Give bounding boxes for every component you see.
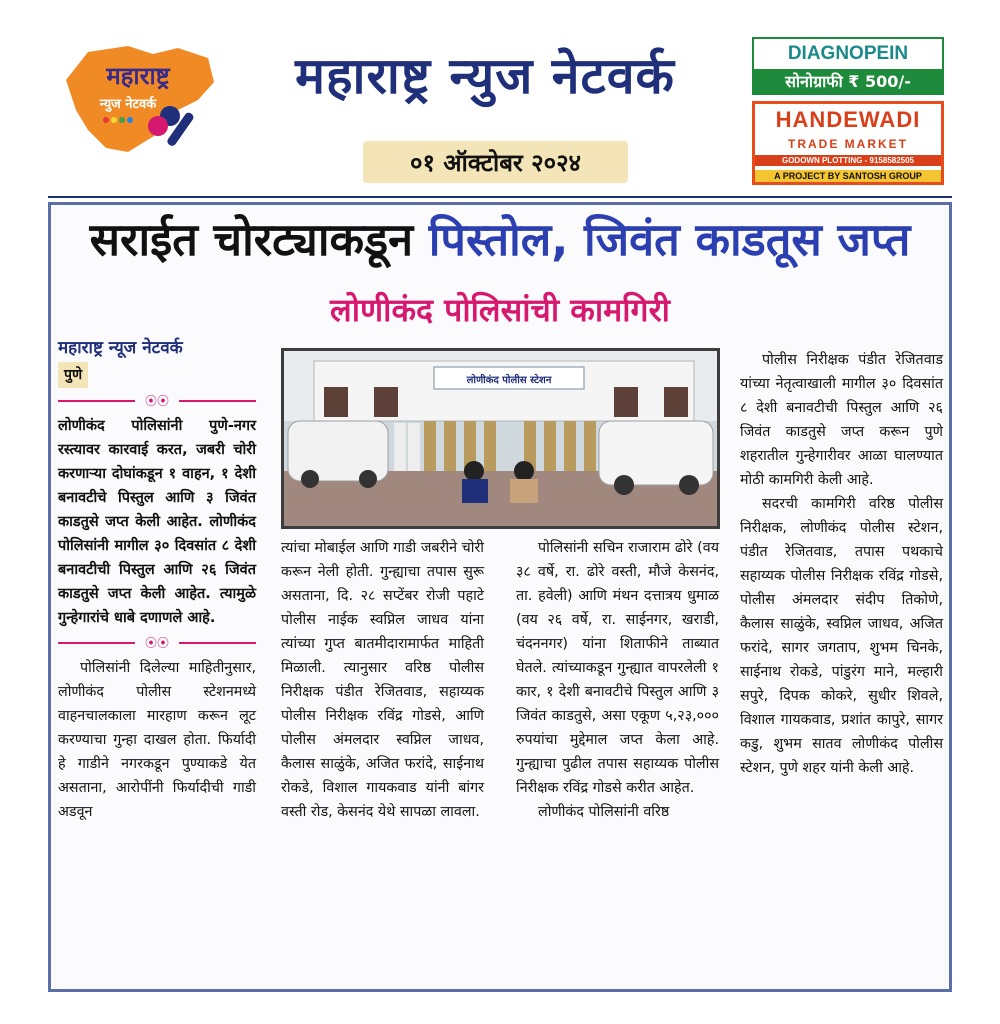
col4-paragraph-1: पोलीस निरीक्षक पंडीत रेजितवाड यांच्या नेतृत्वाखाली मागील ३० दिवसांत ८ देशी बनावटीची पिस्तुल आणि २६ जिवंत काडतुसे जप्त करून पुणे शहरातील गुन्हेगारीवर आळा घालण्यात मोठी कामगिरी केली आहे.: [740, 352, 943, 488]
police-station-sign: लोणीकंद पोलीस स्टेशन: [466, 375, 552, 386]
col3-paragraph-2: लोणीकंद पोलिसांनी वरिष्ठ: [538, 804, 670, 820]
col1-paragraph: पोलिसांनी दिलेल्या माहितीनुसार, लोणीकंद पोलीस स्टेशनमध्ये वाहनचालकाला मारहाण करून लूट करण्याचा गुन्हा दाखल होता. फिर्यादी हे गाडीने नगरकडून पुण्याकडे येत असताना, आरोपींनी फिर्यादीची गाडी अडवून: [58, 660, 256, 820]
ornament-divider: ⦿⦿: [58, 636, 256, 650]
logo-news-tag: NEWS: [186, 131, 207, 138]
article-photo: [281, 348, 720, 529]
newspaper-logo: [58, 40, 218, 160]
col3-paragraph-1: पोलिसांनी सचिन राजाराम ढोरे (वय ३८ वर्षे, रा. ढोरे वस्ती, मौजे केसनंद, ता. हवेली) आणि मंथन दत्तात्रय धुमाळ (वय २६ वर्षे, रा. साईनगर, खराडी, चंदननगर) यांना शिताफीने ताब्यात घेतले. त्यांच्याकडून गुन्ह्यात वापरलेली १ कार, १ देशी बनावटीचे पिस्तुल आणि ३ जिवंत काडतुसे, असा एकूण ५,२३,००० रुपयांचा मुद्देमाल जप्त केला आहे. गुन्ह्याचा पुढील तपास सहाय्यक पोलीस निरीक्षक रविंद्र गोडसे करीत आहेत.: [516, 540, 719, 796]
logo-line1: महाराष्ट्र: [106, 62, 170, 90]
ad-handewadi[interactable]: [752, 101, 944, 185]
article-column-3: [516, 536, 719, 824]
article-headline: [58, 208, 942, 269]
ad-handewadi-line: GODOWN PLOTTING - 9158582505: [755, 155, 941, 166]
ad-diagnopein[interactable]: [752, 37, 944, 95]
article-column-4: [740, 348, 943, 780]
article-lede: लोणीकंद पोलिसांनी पुणे-नगर रस्त्यावर कारवाई करत, जबरी चोरी करणाऱ्या दोघांकडून १ वाहन, १ देशी बनावटीचे पिस्तुल आणि ३ जिवंत काडतुसे जप्त केली आहेत. लोणीकंद पोलिसांनी मागील ३० दिवसांत ८ देशी बनावटीची पिस्तुल आणि २६ जिवंत काडतुसे जप्त केली आहेत. त्यामुळे गुन्हेगारांचे धाबे दणाणले आहे.: [58, 418, 256, 626]
ad-diagnopein-brand: DIAGNOPEIN: [787, 43, 909, 64]
ad-handewadi-project: A PROJECT BY SANTOSH GROUP: [755, 170, 941, 182]
article-column-1: [58, 336, 256, 824]
ad-handewadi-sub: TRADE MARKET: [788, 137, 908, 151]
masthead-title: महाराष्ट्र न्युज नेटवर्क: [295, 47, 675, 105]
ad-diagnopein-offer: सोनोग्राफी ₹ 500/-: [754, 69, 942, 93]
article-column-2: [281, 536, 484, 824]
header-rule: [48, 196, 952, 198]
col2-paragraph: त्यांचा मोबाईल आणि गाडी जबरीने चोरी करून नेली होती. गुन्ह्याचा तपास सुरू असताना, दि. २८ सप्टेंबर रोजी पहाटे पोलीस नाईक स्वप्निल जाधव यांना त्यांच्या गुप्त बातमीदारामार्फत माहिती मिळाली. त्यानुसार वरिष्ठ पोलीस निरीक्षक पंडीत रेजितवाड, सहाय्यक पोलीस निरीक्षक रविंद्र गोडसे, आणि पोलीस अंमलदार स्वप्निल जाधव, कैलास साळुंके, अजित फरांदे, साईनाथ रोकडे, विशाल गायकवाड यांनी बांगर वस्ती रोड, केसनंद येथे सापळा लावला.: [281, 540, 484, 820]
headline-part2: पिस्तोल, जिवंत काडतूस जप्त: [428, 213, 911, 266]
issue-date: ०१ ऑक्टोबर २०२४: [363, 141, 628, 183]
byline: महाराष्ट्र न्यूज नेटवर्क: [58, 338, 183, 358]
article-subhead: लोणीकंद पोलिसांची कामगिरी: [330, 291, 670, 329]
ad-handewadi-name: HANDEWADI: [775, 107, 921, 132]
dateline-place: पुणे: [58, 362, 88, 388]
headline-part1: सराईत चोरट्याकडून: [89, 213, 414, 266]
ornament-divider: ⦿⦿: [58, 394, 256, 408]
logo-line2: न्युज नेटवर्क: [99, 97, 157, 112]
col4-paragraph-2: सदरची कामगिरी वरिष्ठ पोलीस निरीक्षक, लोणीकंद पोलीस स्टेशन, पंडीत रेजितवाड, तपास पथकाचे सहाय्यक पोलीस निरीक्षक रविंद्र गोडसे, पोलीस अंमलदार संदीप तिकोणे, कैलास साळुंके, स्वप्निल जाधव, अजित फरांदे, सागर जगताप, शुभम चिनके, साईनाथ रोकडे, पांडुरंग माने, मल्हारी सपुरे, दिपक कोकरे, सुधीर शिवले, विशाल गायकवाड, प्रशांत कापुरे, सागर कडु, शुभम सातव लोणीकंद पोलीस स्टेशन, पुणे शहर यांनी केली आहे.: [740, 496, 943, 776]
